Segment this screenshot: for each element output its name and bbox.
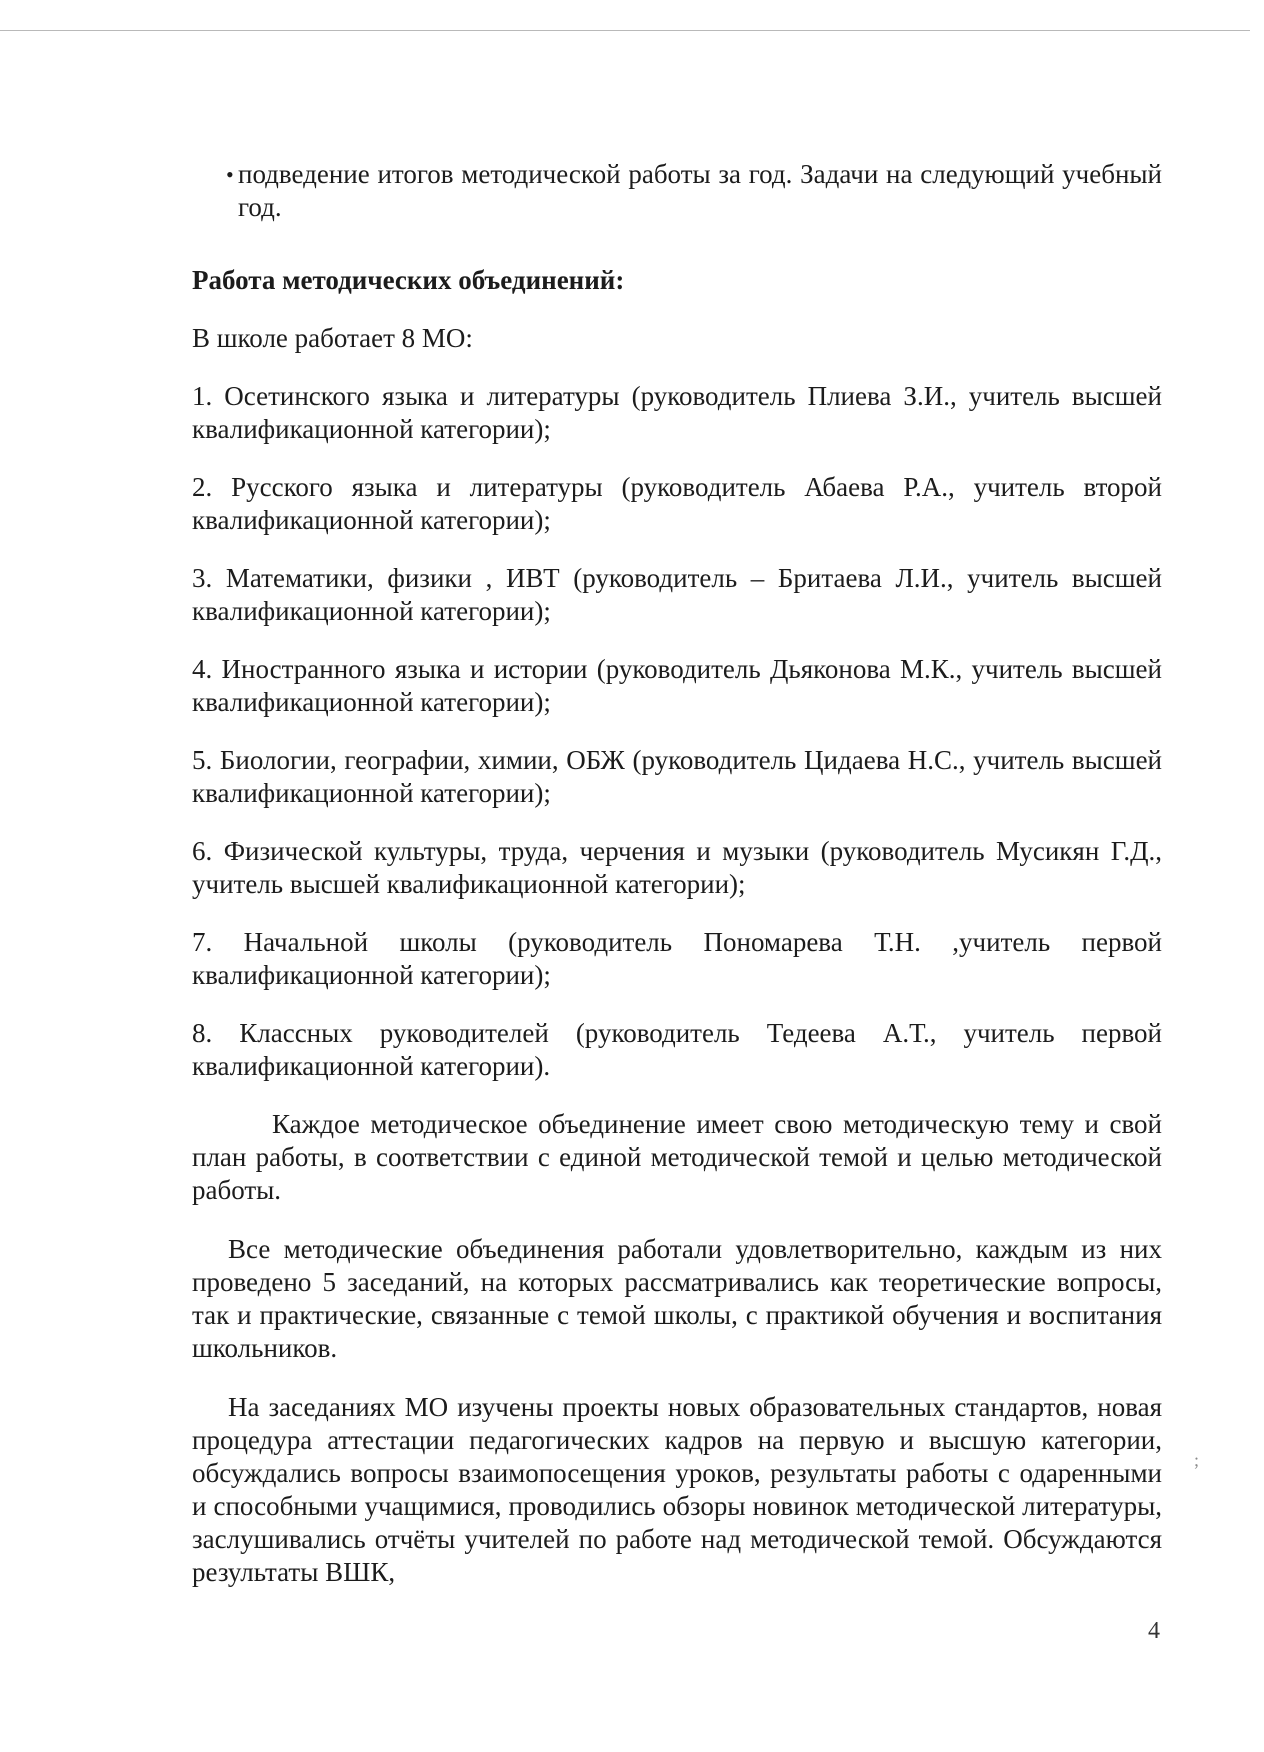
bullet-icon: • <box>226 162 234 187</box>
document-page <box>192 158 1162 1615</box>
body-paragraph-1: Каждое методическое объединение имеет свою методическую тему и свой план работы, в соответствии с единой методической темой и целью методической работы. <box>192 1109 1162 1205</box>
body-paragraph-3: На заседаниях МО изучены проекты новых образовательных стандартов, новая процедура аттестации педагогических кадров на первую и высшую категории, обсуждались вопросы взаимопосещения уроков, результаты работы с одаренными и способными учащимися, проводились обзоры новинок методической литературы, заслушивались отчёты учителей по работе над методической темой. Обсуждаются результаты ВШК, <box>192 1392 1162 1587</box>
mo-list-item-6: 6. Физической культуры, труда, черчения и музыки (руководитель Мусикян Г.Д., учитель высшей квалификационной категории); <box>192 836 1162 899</box>
section-heading: Работа методических объединений: <box>192 265 625 295</box>
mo-list-item-3: 3. Математики, физики , ИВТ (руководитель – Бритаева Л.И., учитель высшей квалификационной категории); <box>192 563 1162 626</box>
scan-top-rule <box>0 30 1250 31</box>
mo-list-item-2: 2. Русского языка и литературы (руководитель Абаева Р.А., учитель второй квалификационной категории); <box>192 472 1162 535</box>
page-number: 4 <box>1148 1618 1160 1644</box>
mo-list-item-1: 1. Осетинского языка и литературы (руководитель Плиева З.И., учитель высшей квалификационной категории); <box>192 381 1162 444</box>
mo-list-item-7: 7. Начальной школы (руководитель Пономарева Т.Н. ,учитель первой квалификационной категории); <box>192 927 1162 990</box>
scan-speck: ; <box>1194 1450 1200 1470</box>
mo-list-item-4: 4. Иностранного языка и истории (руководитель Дьяконова М.К., учитель высшей квалификационной категории); <box>192 654 1162 717</box>
mo-list-item-5: 5. Биологии, географии, химии, ОБЖ (руководитель Цидаева Н.С., учитель высшей квалификационной категории); <box>192 745 1162 808</box>
body-paragraph-2: Все методические объединения работали удовлетворительно, каждым из них проведено 5 заседаний, на которых рассматривались как теоретические вопросы, так и практические, связанные с темой школы, с практикой обучения и воспитания школьников. <box>192 1234 1162 1363</box>
bullet-text: подведение итогов методической работы за год. Задачи на следующий учебный год. <box>238 159 1162 222</box>
mo-list-item-8: 8. Классных руководителей (руководитель Тедеева А.Т., учитель первой квалификационной категории). <box>192 1018 1162 1081</box>
bullet-list-item <box>192 158 1162 224</box>
intro-paragraph: В школе работает 8 МО: <box>192 323 473 353</box>
